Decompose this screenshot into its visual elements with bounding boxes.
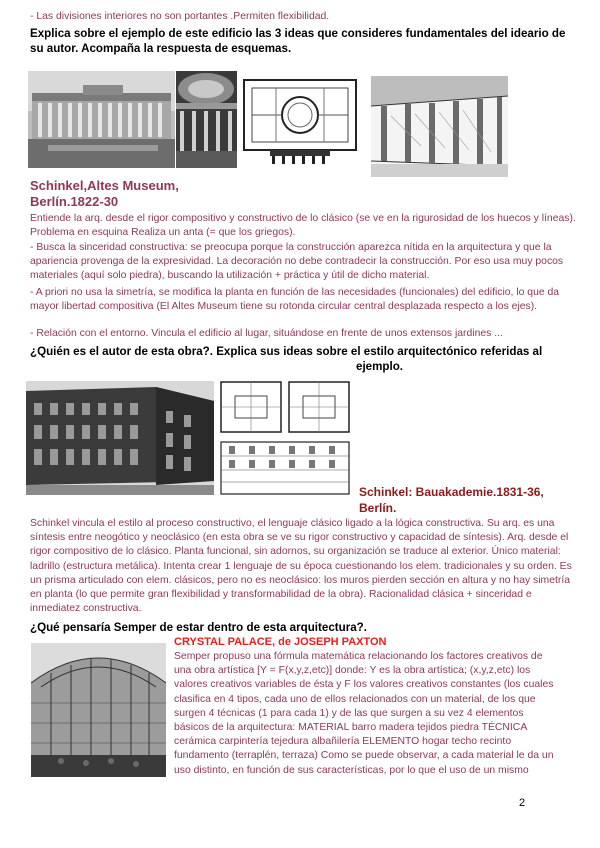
altes-museum-title: [30, 178, 179, 210]
altes-museum-title-line2: Berlín.1822-30: [30, 194, 119, 209]
altes-museum-facade-photo: [28, 71, 175, 168]
altes-museum-title-line1: Schinkel,Altes Museum,: [30, 178, 179, 193]
question-1: Explica sobre el ejemplo de este edificio las 3 ideas que consideres fundamentales del ideario de su autor. Acompaña la respuesta de esquemas.: [30, 27, 566, 55]
bauakademie-plan-section-drawing: [219, 380, 352, 498]
bauakademie-text: Schinkel vincula el estilo al proceso constructivo, el lenguaje clásico ligado a la lógica constructiva. Su arq. es una síntesis entre neogótico y neoclásico (en esta obra se ve su rigor constructivo y capacidad de síntesis). Arq. desde el rigor compositivo de lo clásico. Planta funcional, sin adornos, su organización se traduce al exterior. Único material: ladrillo (estructura metálica). Intenta crear 1 lenguaje de su época cuestionando los elem. tradicionales y su orden. Es un prisma articulado con elem. clásicos, pero no es neoclásico: los muros pierden sección en altura y no hay simetría en planta (lo que permite gran flexibilidad y transformabilidad de la obra). Racionalidad clásica + sinceridad e inmediatez constructiva.: [30, 518, 572, 615]
crystal-palace-photo: [31, 643, 166, 777]
bauakademie-title-line2: Berlín.: [359, 501, 397, 515]
bauakademie-photo: [26, 381, 214, 495]
museum-paragraph-4: - Relación con el entorno. Vincula el edificio al lugar, situándose en frente de unos extensos jardines ...: [30, 328, 503, 339]
crystal-palace-text: Semper propuso una fórmula matemática relacionando los factores creativos de una obra artística [Y = F(x,y,z,etc)] donde: Y es la obra artística; (x,y,z,etc) los valores creativos variables de ésta y F los valores creativos constantes (los cuales clasifica en 4 tipos, cada uno de ellos relacionados con un material, de los que surgen 4 técnicas (1 para cada 1) y de las que surgen a su vez 4 elementos básicos de la arquitectura: MATERIAL barro madera tejidos piedra TÉCNICA cerámica carpintería tejedura albañilería ELEMENTO hogar techo recinto fundamento (terraplén, terraza) Como se puede observar, a cada material le da un uso distinto, en función de sus características, por lo que el uso de un mismo: [174, 651, 554, 776]
museum-paragraph-1: Entiende la arq. desde el rigor compositivo y constructivo de lo clásico (se ve en la rigurosidad de los huecos y líneas). Problema en esquina Realiza un anta (= que los griegos).: [30, 213, 576, 239]
question-3: ¿Qué pensaría Semper de estar dentro de esta arquitectura?.: [30, 621, 367, 634]
crystal-palace-title: CRYSTAL PALACE, de JOSEPH PAXTON: [174, 636, 387, 648]
altes-museum-rotunda-photo: [176, 71, 237, 168]
question-2-line1: ¿Quién es el autor de esta obra?. Explica sus ideas sobre el estilo arquitectónico referidas al: [30, 345, 543, 358]
question-2-line2: ejemplo.: [356, 360, 404, 373]
page-number: 2: [519, 797, 526, 809]
bauakademie-title: [359, 484, 544, 516]
altes-museum-interior-sketch: [371, 76, 508, 177]
altes-museum-plan-drawing: [240, 76, 360, 169]
museum-paragraph-2: - Busca la sinceridad constructiva: se preocupa porque la construcción aparezca nítida en la arquitectura y que la apariencia provenga de la expresividad. La decoración no debe contradecir la construcción. Por eso usa muy pocos materiales (aquí solo piedra), buscando la utilización + práctica y útil de dicho material.: [30, 242, 564, 282]
bauakademie-title-line1: Schinkel: Bauakademie.1831-36,: [359, 485, 544, 499]
museum-paragraph-3: - A priori no usa la simetría, se modifica la planta en función de las necesidades (funcionales) del edificio, lo que da mayor libertad compositiva (El Altes Museum tiene su rotonda circular central desplazada respecto a los ejes).: [30, 287, 560, 313]
intro-line: - Las divisiones interiores no son portantes .Permiten flexibilidad.: [30, 11, 330, 22]
